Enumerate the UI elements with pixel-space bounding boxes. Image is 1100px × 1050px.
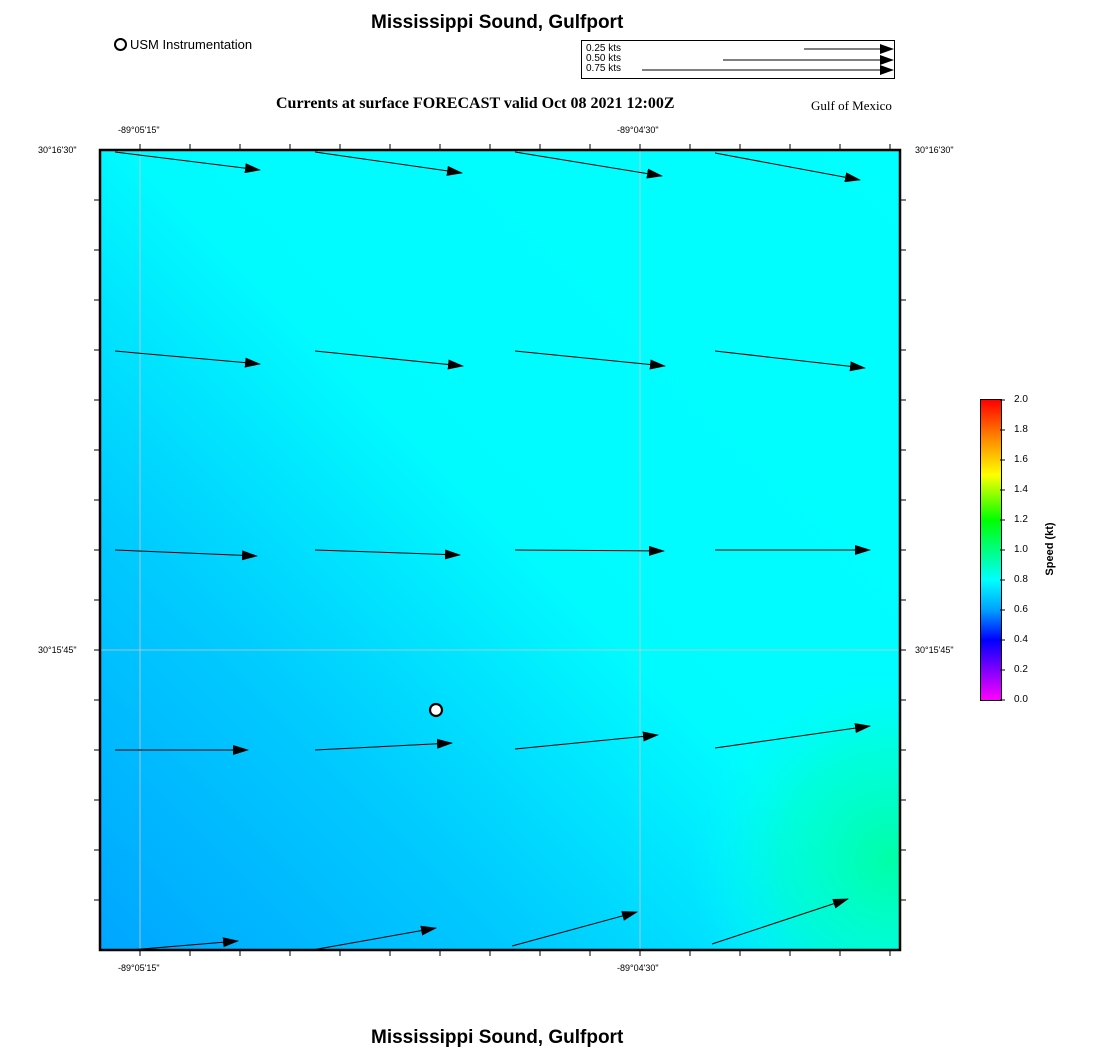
colorbar-tick-label: 1.8 bbox=[1014, 424, 1028, 435]
colorbar-tick-label: 0.6 bbox=[1014, 604, 1028, 615]
station-legend-label: USM Instrumentation bbox=[130, 37, 253, 52]
scale-label-2: 0.50 kts bbox=[586, 53, 622, 64]
bottom-lon-label-2: -89°04'30" bbox=[617, 963, 659, 973]
left-lat-label-2: 30°15'45" bbox=[38, 645, 77, 655]
vector-scale-legend bbox=[581, 40, 895, 79]
station-marker bbox=[430, 704, 442, 716]
left-lat-label-1: 30°16'30" bbox=[38, 145, 77, 155]
top-lon-label-2: -89°04'30" bbox=[617, 125, 659, 135]
colorbar-tick-label: 1.2 bbox=[1014, 514, 1028, 525]
colorbar-ticks bbox=[1000, 395, 1012, 705]
colorbar-tick-label: 0.0 bbox=[1014, 694, 1028, 705]
region-label: Gulf of Mexico bbox=[811, 98, 892, 113]
colorbar-title: Speed (kt) bbox=[1044, 522, 1056, 576]
bottom-lon-label-1: -89°05'15" bbox=[118, 963, 160, 973]
footer-title: Mississippi Sound, Gulfport bbox=[371, 1027, 624, 1048]
map-title: Mississippi Sound, Gulfport bbox=[371, 12, 624, 33]
colorbar-tick-label: 1.0 bbox=[1014, 544, 1028, 555]
scale-arrows bbox=[582, 41, 894, 78]
colorbar-tick-label: 1.4 bbox=[1014, 484, 1028, 495]
colorbar-tick-label: 0.8 bbox=[1014, 574, 1028, 585]
speed-colorbar bbox=[980, 399, 1002, 701]
colorbar-tick-label: 1.6 bbox=[1014, 454, 1028, 465]
forecast-subtitle: Currents at surface FORECAST valid Oct 08 2021 12:00Z bbox=[276, 95, 675, 112]
top-lon-label-1: -89°05'15" bbox=[118, 125, 160, 135]
right-lat-label-2: 30°15'45" bbox=[915, 645, 954, 655]
colorbar-tick-label: 0.2 bbox=[1014, 664, 1028, 675]
scale-label-3: 0.75 kts bbox=[586, 63, 622, 74]
colorbar-tick-label: 0.4 bbox=[1014, 634, 1028, 645]
scale-label-1: 0.25 kts bbox=[586, 43, 622, 54]
colorbar-tick-label: 2.0 bbox=[1014, 394, 1028, 405]
current-map bbox=[90, 140, 912, 960]
station-circle-icon bbox=[114, 38, 127, 51]
right-lat-label-1: 30°16'30" bbox=[915, 145, 954, 155]
station-legend-marker bbox=[114, 38, 128, 52]
